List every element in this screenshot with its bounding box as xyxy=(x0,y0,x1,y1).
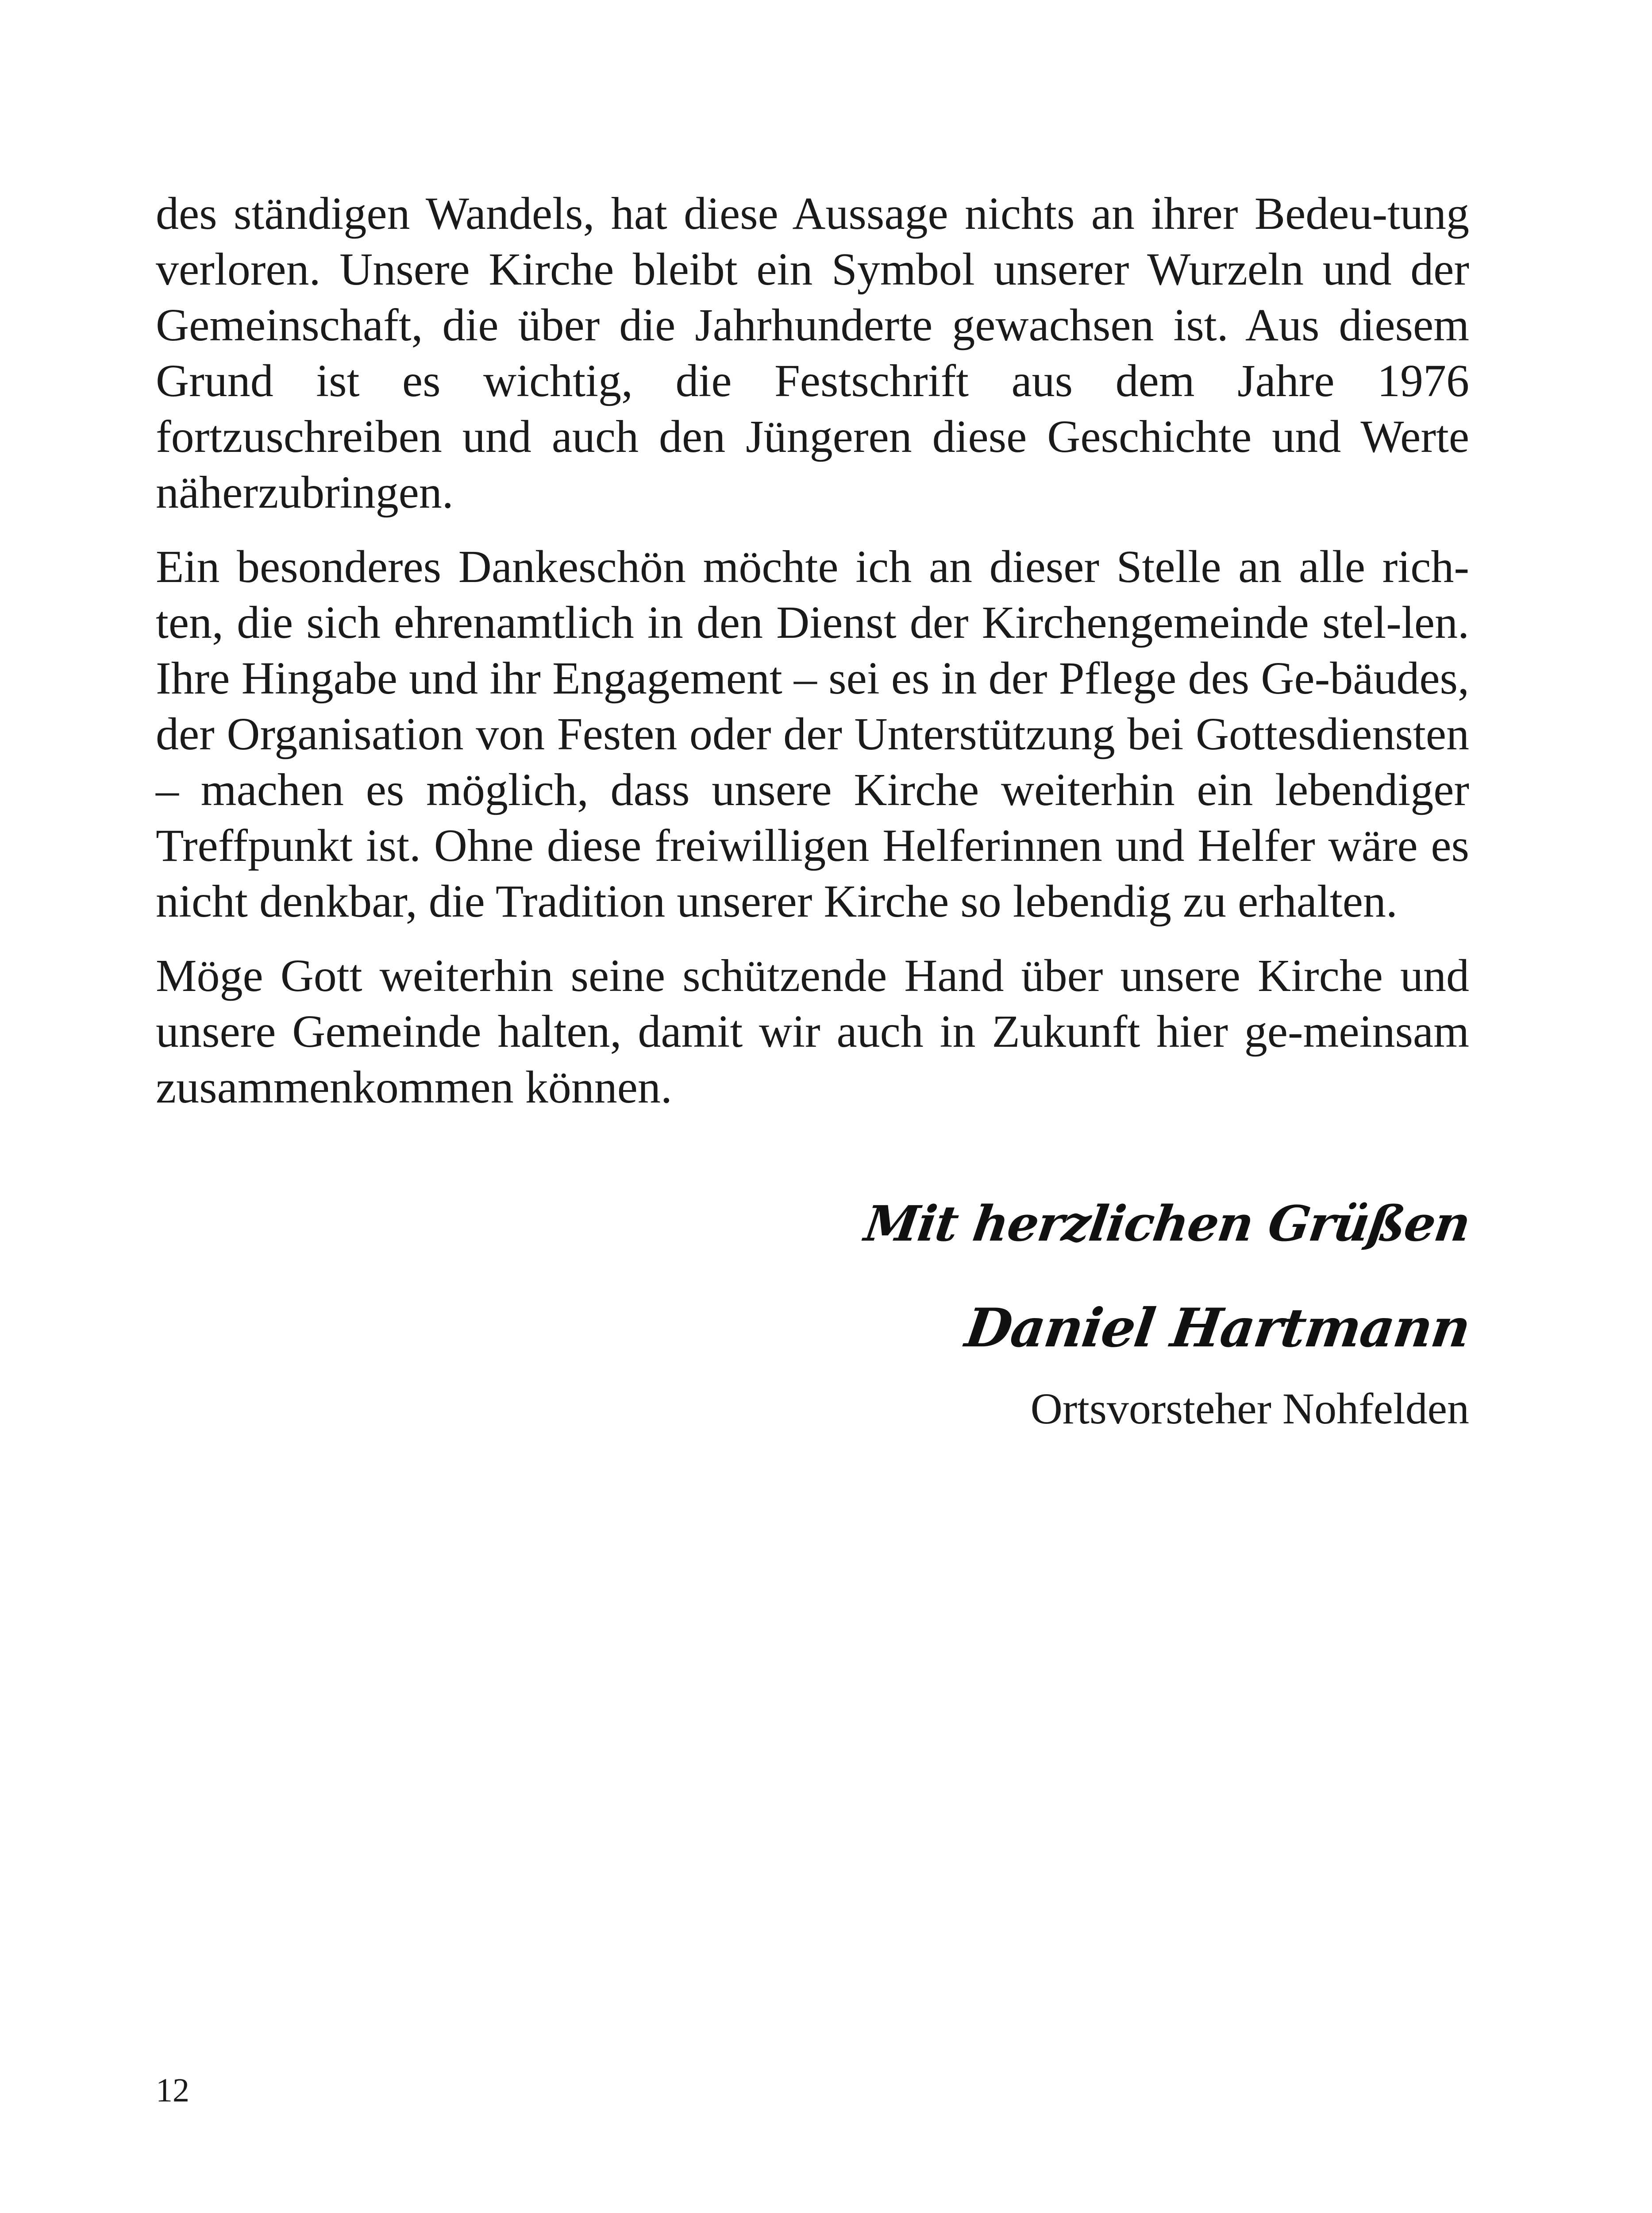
signature: Daniel Hartmann xyxy=(961,1297,1474,1359)
paragraph-3: Möge Gott weiterhin seine schützende Hand über unsere Kirche und unsere Gemeinde halten, damit wir auch in Zukunft hier ge-meinsam zusammenkommen können. xyxy=(156,950,1469,1113)
body-text xyxy=(156,186,1469,1134)
paragraph-1: des ständigen Wandels, hat diese Aussage nichts an ihrer Bedeu-tung verloren. Unsere Kirche bleibt ein Symbol unserer Wurzeln und der Gemeinschaft, die über die Jahrhunderte gewachsen ist. Aus diesem Grund ist es wichtig, die Festschrift aus dem Jahre 1976 fortzuschreiben und auch den Jüngeren diese Geschichte und Werte näherzubringen. xyxy=(156,188,1469,518)
paragraph-2: Ein besonderes Dankeschön möchte ich an dieser Stelle an alle rich-ten, die sich ehrenamtlich in den Dienst der Kirchengemeinde stel-len. Ihre Hingabe und ihr Engagement – sei es in der Pflege des Ge-bäudes, der Organisation von Festen oder der Unterstützung bei Gottesdiensten – machen es möglich, dass unsere Kirche weiterhin ein lebendiger Treffpunkt ist. Ohne diese freiwilligen Helferinnen und Helfer wäre es nicht denkbar, die Tradition unserer Kirche so lebendig zu erhalten. xyxy=(156,541,1469,927)
closing-greeting: Mit herzlichen Grüßen xyxy=(861,1195,1474,1252)
signatory-role: Ortsvorsteher Nohfelden xyxy=(1030,1384,1469,1433)
page-number: 12 xyxy=(156,2072,189,2109)
